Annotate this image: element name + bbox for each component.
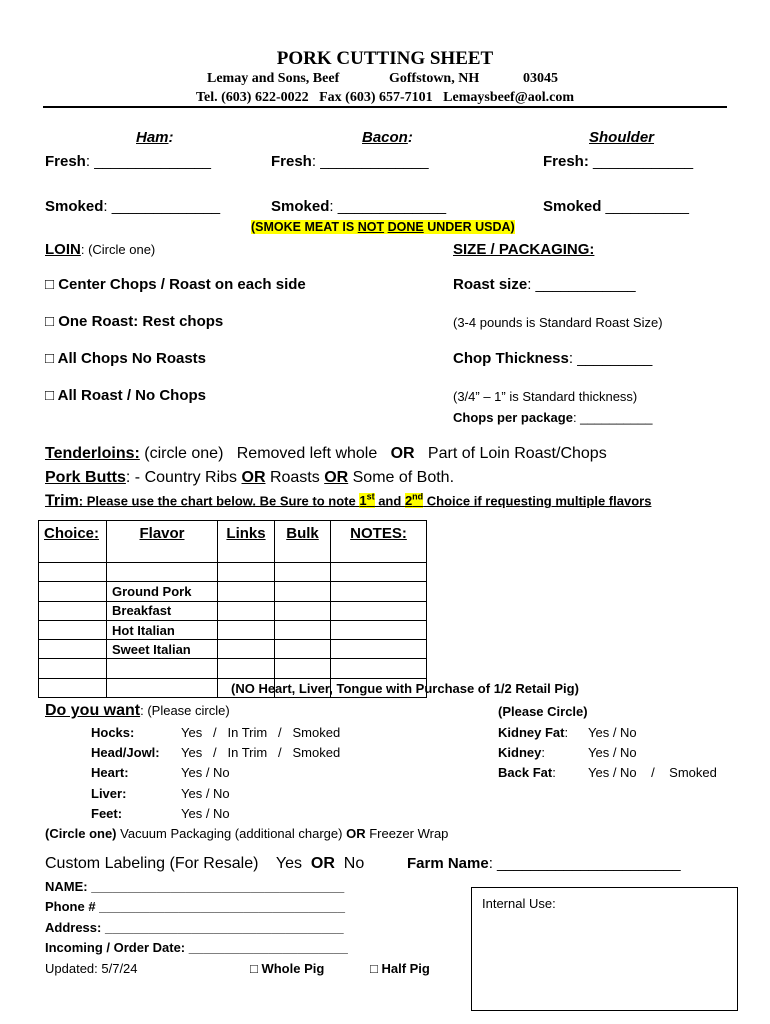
size-packaging-heading: SIZE / PACKAGING: [453, 241, 595, 258]
ham-smoked[interactable]: Smoked: _____________ [45, 198, 221, 215]
internal-use-label: Internal Use: [482, 896, 556, 911]
whole-pig-checkbox[interactable]: □ Whole Pig [250, 961, 325, 976]
please-circle-note: (Please Circle) [498, 704, 588, 719]
loin-heading: LOIN: (Circle one) [45, 241, 156, 258]
pork-butts-line[interactable]: Pork Butts: - Country Ribs OR Roasts OR Some of Both. [45, 469, 455, 486]
shoulder-heading: Shoulder [589, 129, 655, 146]
contact-line: Tel. (603) 622-0022 Fax (603) 657-7101 Lemaysbeef@aol.com [195, 90, 574, 105]
kidney-fat-choice[interactable]: Yes / No [588, 725, 637, 740]
hocks-label: Hocks: [91, 725, 135, 740]
no-heart-note: (NO Heart, Liver, Tongue with Purchase of 1/2 Retail Pig) [231, 681, 579, 696]
col-links: Links [218, 521, 275, 563]
order-date-field[interactable]: Incoming / Order Date: ______________________ [45, 940, 348, 955]
ham-heading: Ham: [136, 129, 174, 146]
tenderloins-line[interactable]: Tenderloins: (circle one) Removed left whole OR Part of Loin Roast/Chops [45, 445, 607, 462]
feet-label: Feet: [91, 806, 123, 821]
address-field[interactable]: Address: _________________________________ [45, 920, 344, 935]
head-jowl-choice[interactable]: Yes / In Trim / Smoked [181, 745, 341, 760]
smoke-note: (SMOKE MEAT IS NOT DONE UNDER USDA) [251, 220, 515, 234]
business-city: Goffstown, NH [389, 71, 480, 86]
custom-labeling-choice[interactable]: Custom Labeling (For Resale) Yes OR No [45, 855, 365, 872]
loin-option-all-roast[interactable]: □ All Roast / No Chops [45, 387, 207, 404]
liver-label: Liver: [91, 786, 127, 801]
do-you-want-heading: Do you want: (Please circle) [45, 702, 230, 719]
farm-name-field[interactable]: Farm Name: ______________________ [407, 855, 681, 872]
flavor-table [38, 520, 427, 698]
roast-size-field[interactable]: Roast size: ____________ [453, 276, 636, 293]
loin-option-one-roast[interactable]: □ One Roast: Rest chops [45, 313, 224, 330]
chops-per-package-field[interactable]: Chops per package: __________ [453, 410, 653, 425]
bacon-heading: Bacon: [362, 129, 413, 146]
loin-option-center-chops[interactable]: □ Center Chops / Roast on each side [45, 276, 306, 293]
back-fat-label: Back Fat: [498, 765, 556, 780]
liver-choice[interactable]: Yes / No [181, 786, 230, 801]
shoulder-smoked[interactable]: Smoked __________ [543, 198, 689, 215]
table-row: Sweet Italian [39, 640, 427, 659]
loin-option-all-chops[interactable]: □ All Chops No Roasts [45, 350, 207, 367]
head-jowl-label: Head/Jowl: [91, 745, 160, 760]
business-zip: 03045 [523, 71, 558, 86]
table-row [39, 563, 427, 582]
phone-field[interactable]: Phone # __________________________________ [45, 899, 345, 914]
table-row: Hot Italian [39, 620, 427, 639]
ham-fresh[interactable]: Fresh: ______________ [45, 153, 211, 170]
chop-thickness-standard: (3/4” – 1” is Standard thickness) [453, 389, 638, 404]
bacon-smoked[interactable]: Smoked: _____________ [271, 198, 447, 215]
business-name: Lemay and Sons, Beef [207, 71, 340, 86]
table-row: Ground Pork [39, 582, 427, 601]
col-choice: Choice: [39, 521, 107, 563]
kidney-label: Kidney: [498, 745, 545, 760]
half-pig-checkbox[interactable]: □ Half Pig [370, 961, 430, 976]
col-bulk: Bulk [275, 521, 331, 563]
hocks-choice[interactable]: Yes / In Trim / Smoked [181, 725, 341, 740]
header-rule [43, 106, 727, 108]
feet-choice[interactable]: Yes / No [181, 806, 230, 821]
page-title: PORK CUTTING SHEET [276, 48, 494, 69]
kidney-choice[interactable]: Yes / No [588, 745, 637, 760]
shoulder-fresh[interactable]: Fresh: ____________ [543, 153, 694, 170]
table-row [39, 659, 427, 678]
internal-use-box [471, 887, 738, 1011]
table-row: Breakfast [39, 601, 427, 620]
chop-thickness-field[interactable]: Chop Thickness: _________ [453, 350, 653, 367]
col-notes: NOTES: [331, 521, 427, 563]
roast-size-standard: (3-4 pounds is Standard Roast Size) [453, 315, 663, 330]
name-field[interactable]: NAME: ___________________________________ [45, 879, 345, 894]
updated-date: Updated: 5/7/24 [45, 961, 138, 976]
bacon-fresh[interactable]: Fresh: _____________ [271, 153, 429, 170]
col-flavor: Flavor [107, 521, 218, 563]
heart-choice[interactable]: Yes / No [181, 765, 230, 780]
kidney-fat-label: Kidney Fat: [498, 725, 569, 740]
trim-line: Trim: Please use the chart below. Be Sure to note 1st and 2nd Choice if requesting multiple flavors [45, 492, 652, 510]
packaging-choice[interactable]: (Circle one) Vacuum Packaging (additional charge) OR Freezer Wrap [45, 826, 449, 841]
heart-label: Heart: [91, 765, 129, 780]
back-fat-choice[interactable]: Yes / No / Smoked [588, 765, 717, 780]
